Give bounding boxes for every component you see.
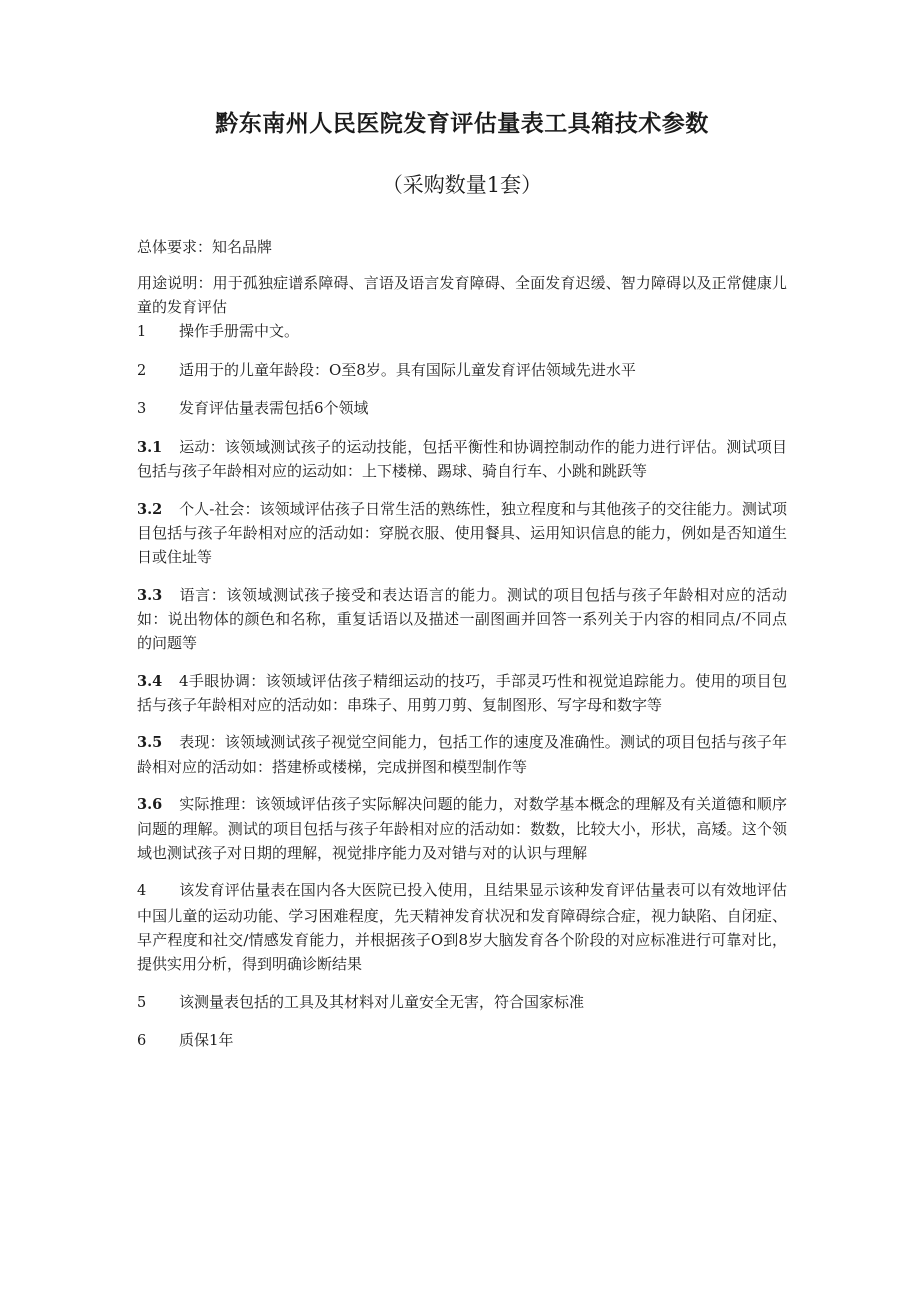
item-3-1 <box>137 435 787 484</box>
item-4-number: 4 <box>137 883 147 900</box>
document-body <box>137 235 787 1053</box>
item-5-text: 该测量表包括的工具及其材料对儿童安全无害，符合国家标准 <box>179 992 585 1011</box>
document-content <box>137 108 787 1067</box>
item-2-number: 2 <box>137 362 147 379</box>
item-1 <box>137 319 787 344</box>
item-3-5-text: 表现：该领域测试孩子视觉空间能力，包括工作的速度及准确性。测试的项目包括与孩子年龄相对应的活动如：搭建桥或楼梯，完成拼图和模型制作等 <box>137 733 787 776</box>
item-5-number: 5 <box>137 994 147 1011</box>
item-2 <box>137 358 787 383</box>
item-3-6-text: 实际推理：该领域评估孩子实际解决问题的能力，对数学基本概念的理解及有关道德和顺序问题的理解。测试的项目包括与孩子年龄相对应的活动如：数数，比较大小，形状，高矮。这个领域也测试孩子对日期的理解，视觉排序能力及对错与对的认识与理解 <box>137 795 787 863</box>
item-3-2 <box>137 497 787 570</box>
item-3-4-text: 4手眼协调：该领域评估孩子精细运动的技巧，手部灵巧性和视觉追踪能力。使用的项目包括与孩子年龄相对应的活动如：串珠子、用剪刀剪、复制图形、写字母和数字等 <box>137 671 787 715</box>
intro-block <box>137 235 787 319</box>
item-3-2-number: 3.2 <box>137 500 163 518</box>
item-3-1-text: 运动：该领域测试孩子的运动技能，包括平衡性和协调控制动作的能力进行评估。测试项目包括与孩子年龄相对应的运动如：上下楼梯、踢球、骑自行车、小跳和跳跃等 <box>137 437 787 481</box>
item-6-text: 质保1年 <box>179 1031 234 1050</box>
item-6 <box>137 1028 787 1053</box>
item-3-2-text: 个人-社会：该领域评估孩子日常生活的熟练性，独立程度和与其他孩子的交往能力。测试项目包括与孩子年龄相对应的活动如：穿脱衣服、使用餐具、运用知识信息的能力，例如是否知道生日或住址等 <box>137 499 787 567</box>
item-3-3-text: 语言：该领域测试孩子接受和表达语言的能力。测试的项目包括与孩子年龄相对应的活动如：说出物体的颜色和名称，重复话语以及描述一副图画并回答一系列关于内容的相同点/不同点的问题等 <box>137 585 787 653</box>
item-4 <box>137 878 787 976</box>
item-3-number: 3 <box>137 401 147 418</box>
item-3-6 <box>137 792 787 865</box>
item-3 <box>137 396 787 421</box>
item-2-text: 适用于的儿童年龄段：O至8岁。具有国际儿童发育评估领域先进水平 <box>179 360 636 379</box>
item-1-number: 1 <box>137 324 147 341</box>
item-3-5 <box>137 730 787 779</box>
page-title: 黔东南州人民医院发育评估量表工具箱技术参数 <box>215 110 709 137</box>
item-3-3 <box>137 583 787 656</box>
item-3-4 <box>137 669 787 718</box>
item-3-5-number: 3.5 <box>137 734 163 752</box>
item-4-text: 该发育评估量表在国内各大医院已投入使用，且结果显示该种发育评估量表可以有效地评估中国儿童的运动功能、学习困难程度，先天精神发育状况和发育障碍综合症，视力缺陷、自闭症、早产程度和社交/情感发育能力，并根据孩子O到8岁大脑发育各个阶段的对应标准进行可靠对比，提供实用分析，得到明确诊断结果 <box>137 881 787 974</box>
item-3-1-number: 3.1 <box>137 438 163 456</box>
document-subtitle: （采购数量1套） <box>381 173 543 198</box>
item-3-text: 发育评估量表需包括6个领域 <box>179 399 369 418</box>
item-1-text: 操作手册需中文。 <box>179 322 300 341</box>
overall-requirement: 总体要求：知名品牌 <box>137 238 273 257</box>
item-5 <box>137 990 787 1015</box>
items-block <box>137 319 787 1053</box>
usage-description: 用途说明：用于孤独症谱系障碍、言语及语言发育障碍、全面发育迟缓、智力障碍以及正常健康儿童的发育评估 <box>137 273 787 316</box>
item-3-4-number: 3.4 <box>137 672 163 690</box>
item-6-number: 6 <box>137 1033 147 1050</box>
item-3-3-number: 3.3 <box>137 586 163 604</box>
item-3-6-number: 3.6 <box>137 796 163 814</box>
